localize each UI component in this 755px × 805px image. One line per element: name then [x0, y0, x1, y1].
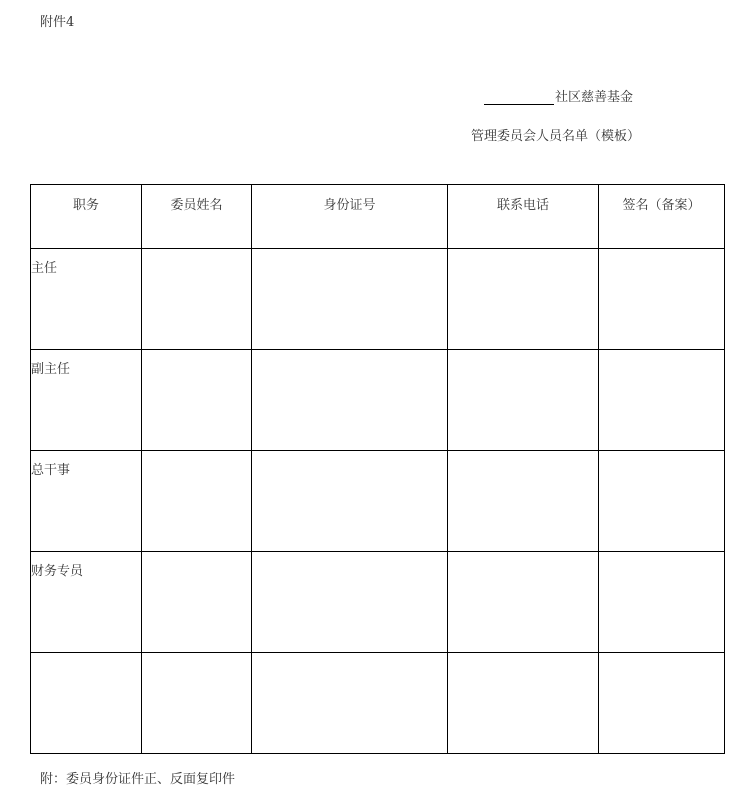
document-title-line-1	[484, 86, 633, 105]
cell-signature[interactable]	[599, 249, 725, 350]
table-header-row	[31, 185, 725, 249]
cell-phone[interactable]	[448, 451, 599, 552]
cell-signature[interactable]	[599, 653, 725, 754]
fund-name-blank[interactable]	[484, 90, 554, 105]
document-title-line-2: 管理委员会人员名单（模板）	[471, 129, 641, 144]
header-signature: 签名（备案）	[599, 185, 725, 249]
cell-phone[interactable]	[448, 350, 599, 451]
cell-member-name[interactable]	[142, 552, 252, 653]
cell-signature[interactable]	[599, 451, 725, 552]
cell-phone[interactable]	[448, 653, 599, 754]
cell-phone[interactable]	[448, 552, 599, 653]
attachment-label: 附件4	[40, 15, 75, 30]
header-phone: 联系电话	[448, 185, 599, 249]
cell-member-name[interactable]	[142, 451, 252, 552]
cell-id-number[interactable]	[252, 350, 448, 451]
cell-position[interactable]	[31, 653, 142, 754]
table-row	[31, 451, 725, 552]
committee-roster-table	[30, 184, 725, 754]
cell-signature[interactable]	[599, 350, 725, 451]
footnote: 附：委员身份证件正、反面复印件	[40, 772, 236, 787]
cell-id-number[interactable]	[252, 451, 448, 552]
cell-position: 主任	[31, 249, 142, 350]
header-position: 职务	[31, 185, 142, 249]
table-row	[31, 350, 725, 451]
cell-id-number[interactable]	[252, 552, 448, 653]
header-id-number: 身份证号	[252, 185, 448, 249]
table-row	[31, 653, 725, 754]
cell-member-name[interactable]	[142, 653, 252, 754]
cell-signature[interactable]	[599, 552, 725, 653]
cell-position: 副主任	[31, 350, 142, 451]
cell-position: 总干事	[31, 451, 142, 552]
table-row	[31, 552, 725, 653]
cell-member-name[interactable]	[142, 249, 252, 350]
header-member-name: 委员姓名	[142, 185, 252, 249]
cell-position: 财务专员	[31, 552, 142, 653]
title-suffix: 社区慈善基金	[555, 90, 634, 105]
cell-id-number[interactable]	[252, 249, 448, 350]
cell-member-name[interactable]	[142, 350, 252, 451]
cell-id-number[interactable]	[252, 653, 448, 754]
table-row	[31, 249, 725, 350]
cell-phone[interactable]	[448, 249, 599, 350]
